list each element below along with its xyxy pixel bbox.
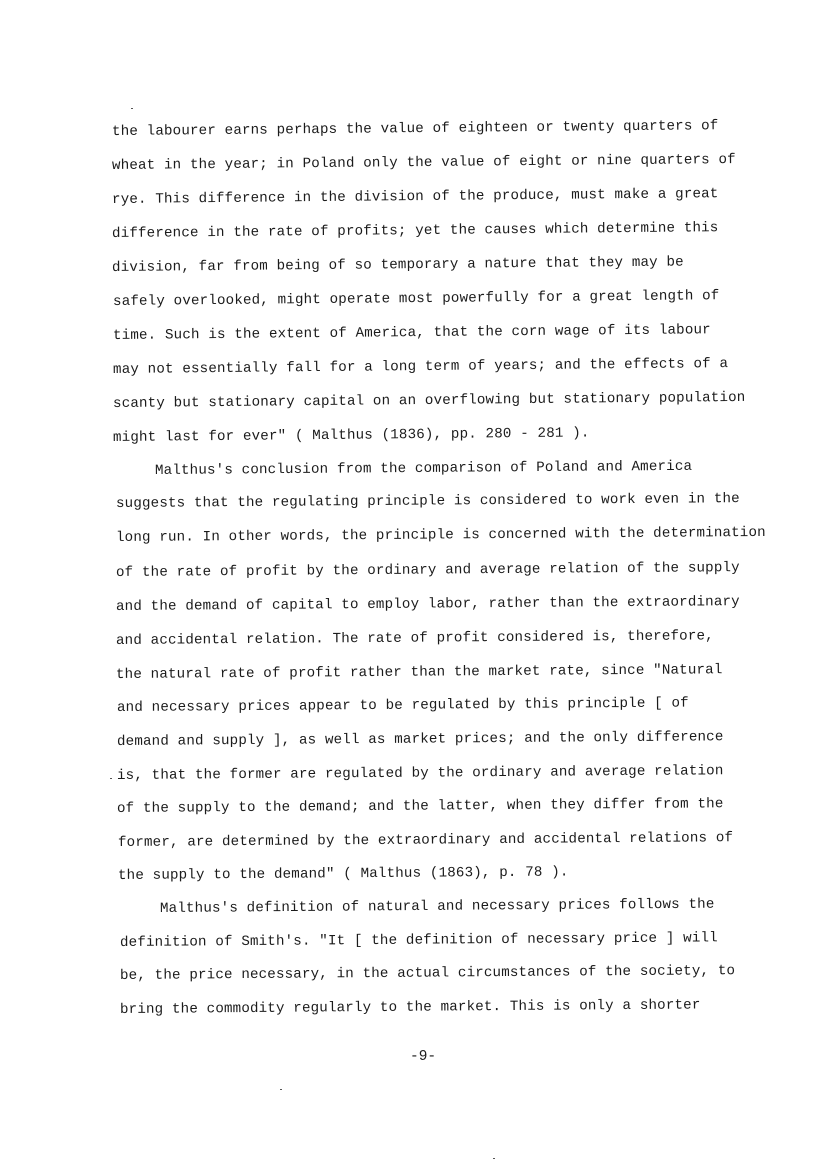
text-line: division, far from being of so temporary a nature that they may be: [111, 254, 684, 276]
page-number: -9-: [410, 1049, 437, 1065]
text-line: bring the commodity regularly to the market. This is only a shorter: [119, 997, 701, 1018]
text-line: Malthus's definition of natural and necessary prices follows the: [159, 896, 715, 917]
text-line: and accidental relation. The rate of profit considered is, therefore,: [115, 628, 714, 649]
text-line: rye. This difference in the division of the produce, must make a great: [111, 186, 719, 208]
text-line: may not essentially fall for a long term of years; and the effects of a: [112, 356, 729, 378]
text-line: the labourer earns perhaps the value of eighteen or twenty quarters of: [111, 118, 719, 140]
text-line: might last for ever" ( Malthus (1836), pp. 280 - 281 ).: [112, 425, 590, 446]
text-line: time. Such is the extent of America, that the corn wage of its labour: [112, 322, 711, 344]
text-line: former, are determined by the extraordinary and accidental relations of: [117, 830, 734, 851]
text-line: is, that the former are regulated by the ordinary and average relation: [116, 763, 724, 784]
text-line: definition of Smith's. "It [ the definition of necessary price ] will: [119, 930, 718, 951]
text-line: Malthus's conclusion from the comparison of Poland and America: [154, 458, 693, 479]
text-line: and the demand of capital to employ labor, rather than the extraordinary: [115, 594, 740, 615]
text-line: of the supply to the demand; and the latter, when they differ from the: [116, 796, 724, 817]
text-line: wheat in the year; in Poland only the value of eight or nine quarters of: [111, 152, 736, 174]
text-line: long run. In other words, the principle is concerned with the determination: [115, 524, 766, 546]
text-line: difference in the rate of profits; yet the causes which determine this: [111, 220, 719, 242]
scan-speck: [131, 108, 133, 109]
text-line: and necessary prices appear to be regulated by this principle [ of: [116, 695, 689, 716]
scan-speck: [280, 1089, 282, 1090]
text-line: of the rate of profit by the ordinary and average relation of the supply: [115, 560, 740, 581]
text-line: suggests that the regulating principle is considered to work even in the: [115, 491, 740, 512]
scan-speck: [493, 1158, 495, 1159]
text-line: safely overlooked, might operate most powerfully for a great length of: [112, 288, 720, 310]
text-line: the supply to the demand" ( Malthus (1863), p. 78 ).: [117, 864, 569, 884]
text-line: scanty but stationary capital on an overflowing but stationary population: [112, 389, 746, 412]
text-line: demand and supply ], as well as market prices; and the only difference: [116, 729, 724, 750]
text-line: be, the price necessary, in the actual circumstances of the society, to: [119, 963, 736, 984]
text-line: the natural rate of profit rather than the market rate, since "Natural: [115, 662, 723, 683]
scan-speck: [110, 778, 112, 779]
